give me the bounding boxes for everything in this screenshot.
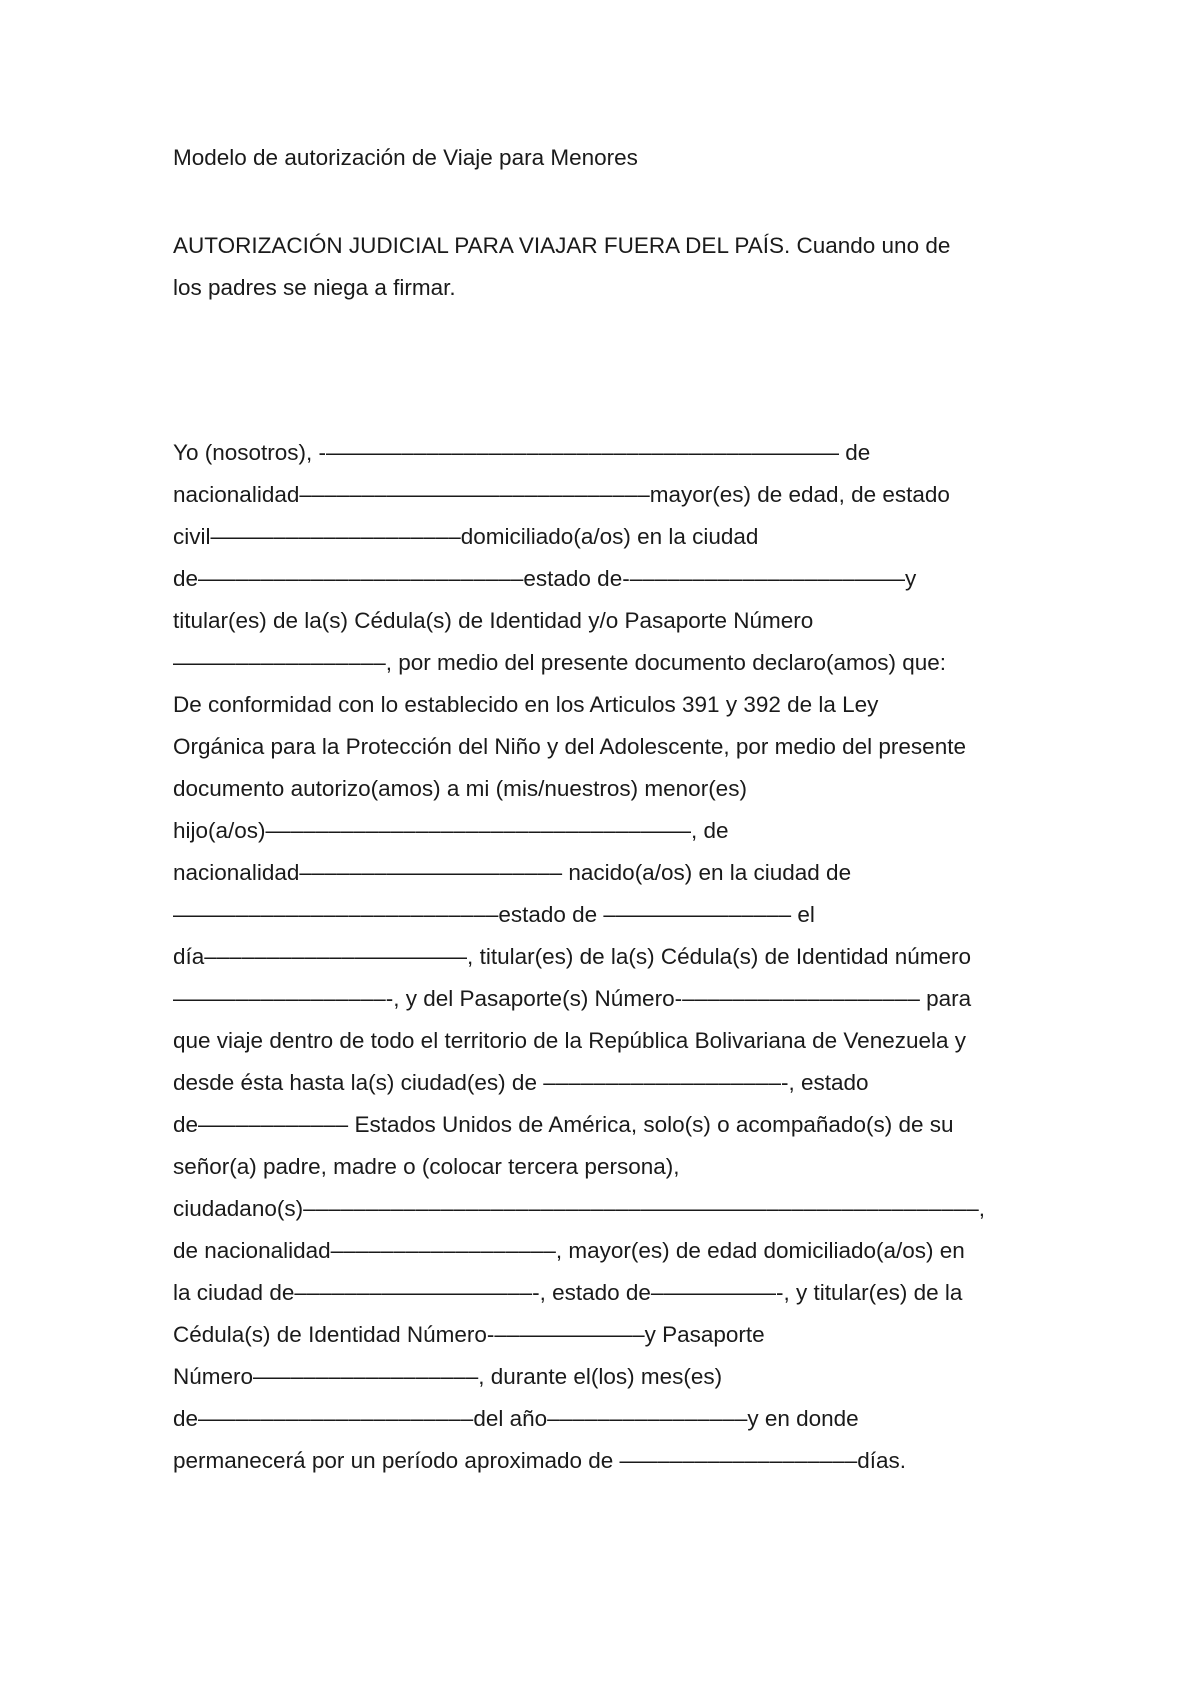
body-line: permanecerá por un período aproximado de –––––––––––––––––––días.	[173, 1448, 907, 1473]
body-line: Número––––––––––––––––––, durante el(los) mes(es)	[173, 1364, 723, 1389]
body-line: desde ésta hasta la(s) ciudad(es) de –––––––––––––––––––-, estado	[173, 1070, 869, 1095]
body-line: de–––––––––––– Estados Unidos de América, solo(s) o acompañado(s) de su	[173, 1112, 954, 1137]
heading-line: los padres se niega a firmar.	[173, 275, 456, 300]
body-line: Yo (nosotros), -––––––––––––––––––––––––––––––––––––––––– de	[173, 440, 871, 465]
body-line: nacionalidad––––––––––––––––––––– nacido(a/os) en la ciudad de	[173, 860, 852, 885]
body-line: –––––––––––––––––-, y del Pasaporte(s) Número-––––––––––––––––––– para	[173, 986, 972, 1011]
judicial-authorization-heading	[173, 225, 950, 309]
body-line: –––––––––––––––––, por medio del presente documento declaro(amos) que:	[173, 650, 947, 675]
body-line: Cédula(s) de Identidad Número-––––––––––––y Pasaporte	[173, 1322, 765, 1347]
body-line: de––––––––––––––––––––––––––estado de-––––––––––––––––––––––y	[173, 566, 917, 591]
heading-line: AUTORIZACIÓN JUDICIAL PARA VIAJAR FUERA DEL PAÍS. Cuando uno de	[173, 233, 951, 258]
body-line: señor(a) padre, madre o (colocar tercera persona),	[173, 1154, 680, 1179]
body-line: civil––––––––––––––––––––domiciliado(a/os) en la ciudad	[173, 524, 759, 549]
body-line: la ciudad de–––––––––––––––––––-, estado de––––––––––-, y titular(es) de la	[173, 1280, 963, 1305]
body-line: que viaje dentro de todo el territorio de la República Bolivariana de Venezuela y	[173, 1028, 967, 1053]
body-line: nacionalidad––––––––––––––––––––––––––––mayor(es) de edad, de estado	[173, 482, 950, 507]
body-line: de nacionalidad––––––––––––––––––, mayor(es) de edad domiciliado(a/os) en	[173, 1238, 965, 1263]
body-line: de––––––––––––––––––––––del año––––––––––––––––y en donde	[173, 1406, 859, 1431]
body-line: De conformidad con lo establecido en los Articulos 391 y 392 de la Ley	[173, 692, 879, 717]
body-line: Orgánica para la Protección del Niño y del Adolescente, por medio del presente	[173, 734, 966, 759]
body-line: hijo(a/os)––––––––––––––––––––––––––––––––––, de	[173, 818, 729, 843]
body-line: día–––––––––––––––––––––, titular(es) de la(s) Cédula(s) de Identidad número	[173, 944, 972, 969]
body-line: documento autorizo(amos) a mi (mis/nuestros) menor(es)	[173, 776, 747, 801]
body-line: ciudadano(s)––––––––––––––––––––––––––––––––––––––––––––––––––––––,	[173, 1196, 986, 1221]
document-title: Modelo de autorización de Viaje para Menores	[173, 145, 638, 170]
body-line: titular(es) de la(s) Cédula(s) de Identidad y/o Pasaporte Número	[173, 608, 814, 633]
authorization-body	[173, 432, 985, 1482]
body-line: ––––––––––––––––––––––––––estado de ––––––––––––––– el	[173, 902, 815, 927]
